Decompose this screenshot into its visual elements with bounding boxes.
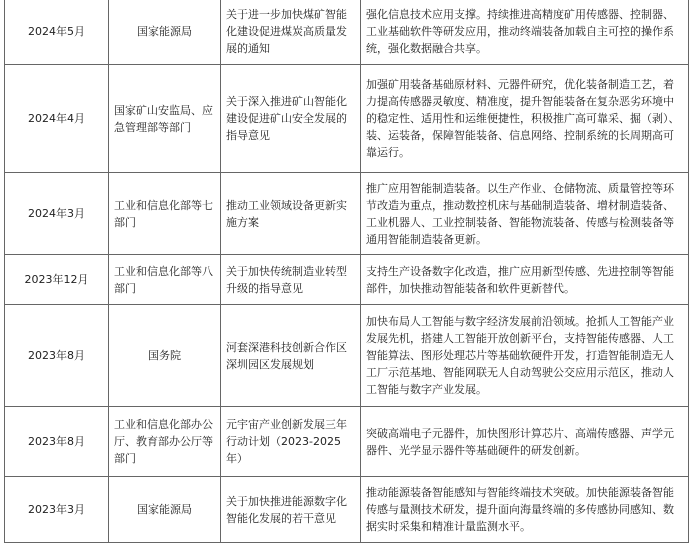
content-text: 加快布局人工智能与数字经济发展前沿领域。抢抓人工智能产业发展先机，搭建人工智能开放创新平台，支持智能传感器、人工智能算法、图形处理芯片等基础软硬件开发，打造智能制造无人工厂示范基地、智能网联无人自动驾驶公交应用示范区，推动人工智能与数字产业发展。 xyxy=(366,315,674,396)
title-cell xyxy=(221,305,361,407)
issuer-text: 工业和信息化部办公厅、教育部办公厅等部门 xyxy=(114,418,213,465)
content-cell xyxy=(361,0,689,65)
table-row xyxy=(5,65,689,173)
content-cell xyxy=(361,65,689,173)
title-cell xyxy=(221,65,361,173)
date-cell xyxy=(5,255,109,305)
table-row xyxy=(5,173,689,255)
content-text: 支持生产设备数字化改造，推广应用新型传感、先进控制等智能部件，加快推动智能装备和软件更新替代。 xyxy=(366,264,674,295)
issuer-text: 国务院 xyxy=(148,349,181,362)
date-text: 2023年8月 xyxy=(28,435,85,448)
date-cell xyxy=(5,0,109,65)
date-text: 2023年8月 xyxy=(28,349,85,362)
date-cell xyxy=(5,173,109,255)
title-text: 推动工业领域设备更新实施方案 xyxy=(226,198,347,229)
table-row xyxy=(5,407,689,477)
issuer-text: 国家能源局 xyxy=(137,25,192,38)
title-text: 关于加快传统制造业转型升级的指导意见 xyxy=(226,264,347,295)
date-text: 2023年3月 xyxy=(28,503,85,516)
issuer-cell xyxy=(109,407,221,477)
content-text: 推动能源装备智能感知与智能终端技术突破。加快能源装备智能传感与量测技术研发，提升面向海量终端的多传感协同感知、数据实时采集和精准计量监测水平。 xyxy=(366,486,674,533)
title-cell xyxy=(221,477,361,543)
table-row xyxy=(5,255,689,305)
date-cell xyxy=(5,477,109,543)
date-text: 2024年3月 xyxy=(28,207,85,220)
issuer-cell xyxy=(109,305,221,407)
content-cell xyxy=(361,305,689,407)
issuer-text: 工业和信息化部等八部门 xyxy=(114,264,213,295)
date-cell xyxy=(5,407,109,477)
table-row xyxy=(5,477,689,543)
date-text: 2024年5月 xyxy=(28,25,85,38)
title-text: 河套深港科技创新合作区深圳园区发展规划 xyxy=(226,340,347,371)
date-text: 2024年4月 xyxy=(28,112,85,125)
date-text: 2023年12月 xyxy=(24,273,89,286)
content-text: 突破高端电子元器件，加快图形计算芯片、高端传感器、声学元器件、光学显示器件等基础硬件的研发创新。 xyxy=(366,426,674,457)
issuer-cell xyxy=(109,65,221,173)
content-text: 强化信息技术应用支撑。持续推进高精度矿用传感器、控制器、工业基础软件等研发应用，推动终端装备加载自主可控的操作系统，强化数据融合共享。 xyxy=(366,8,674,55)
table-row xyxy=(5,0,689,65)
title-cell xyxy=(221,173,361,255)
issuer-text: 工业和信息化部等七部门 xyxy=(114,198,213,229)
policy-table xyxy=(4,0,689,543)
title-cell xyxy=(221,407,361,477)
table-row xyxy=(5,305,689,407)
content-text: 推广应用智能制造装备。以生产作业、仓储物流、质量管控等环节改造为重点，推动数控机床与基础制造装备、增材制造装备、工业机器人、工业控制装备、智能物流装备、传感与检测装备等通用智能制造装备更新。 xyxy=(366,181,674,246)
title-text: 关于深入推进矿山智能化建设促进矿山安全发展的指导意见 xyxy=(226,95,347,142)
date-cell xyxy=(5,65,109,173)
issuer-cell xyxy=(109,0,221,65)
title-cell xyxy=(221,0,361,65)
title-text: 关于加快推进能源数字化智能化发展的若干意见 xyxy=(226,494,347,525)
content-cell xyxy=(361,255,689,305)
date-cell xyxy=(5,305,109,407)
issuer-cell xyxy=(109,477,221,543)
content-cell xyxy=(361,173,689,255)
policy-table-body xyxy=(5,0,689,543)
content-text: 加强矿用装备基础原材料、元器件研究，优化装备制造工艺，着力提高传感器灵敏度、精准度，提升智能装备在复杂恶劣环境中的稳定性、适用性和运维便捷性，积极推广高可靠采、掘（剥）、装、运装备，保障智能装备、信息网络、控制系统的长周期高可靠运行。 xyxy=(366,78,680,159)
title-text: 元宇宙产业创新发展三年行动计划（2023-2025年） xyxy=(226,418,347,465)
issuer-text: 国家能源局 xyxy=(137,503,192,516)
content-cell xyxy=(361,407,689,477)
issuer-text: 国家矿山安监局、应急管理部等部门 xyxy=(114,103,213,134)
title-text: 关于进一步加快煤矿智能化建设促进煤炭高质量发展的通知 xyxy=(226,8,347,55)
issuer-cell xyxy=(109,173,221,255)
content-cell xyxy=(361,477,689,543)
title-cell xyxy=(221,255,361,305)
issuer-cell xyxy=(109,255,221,305)
